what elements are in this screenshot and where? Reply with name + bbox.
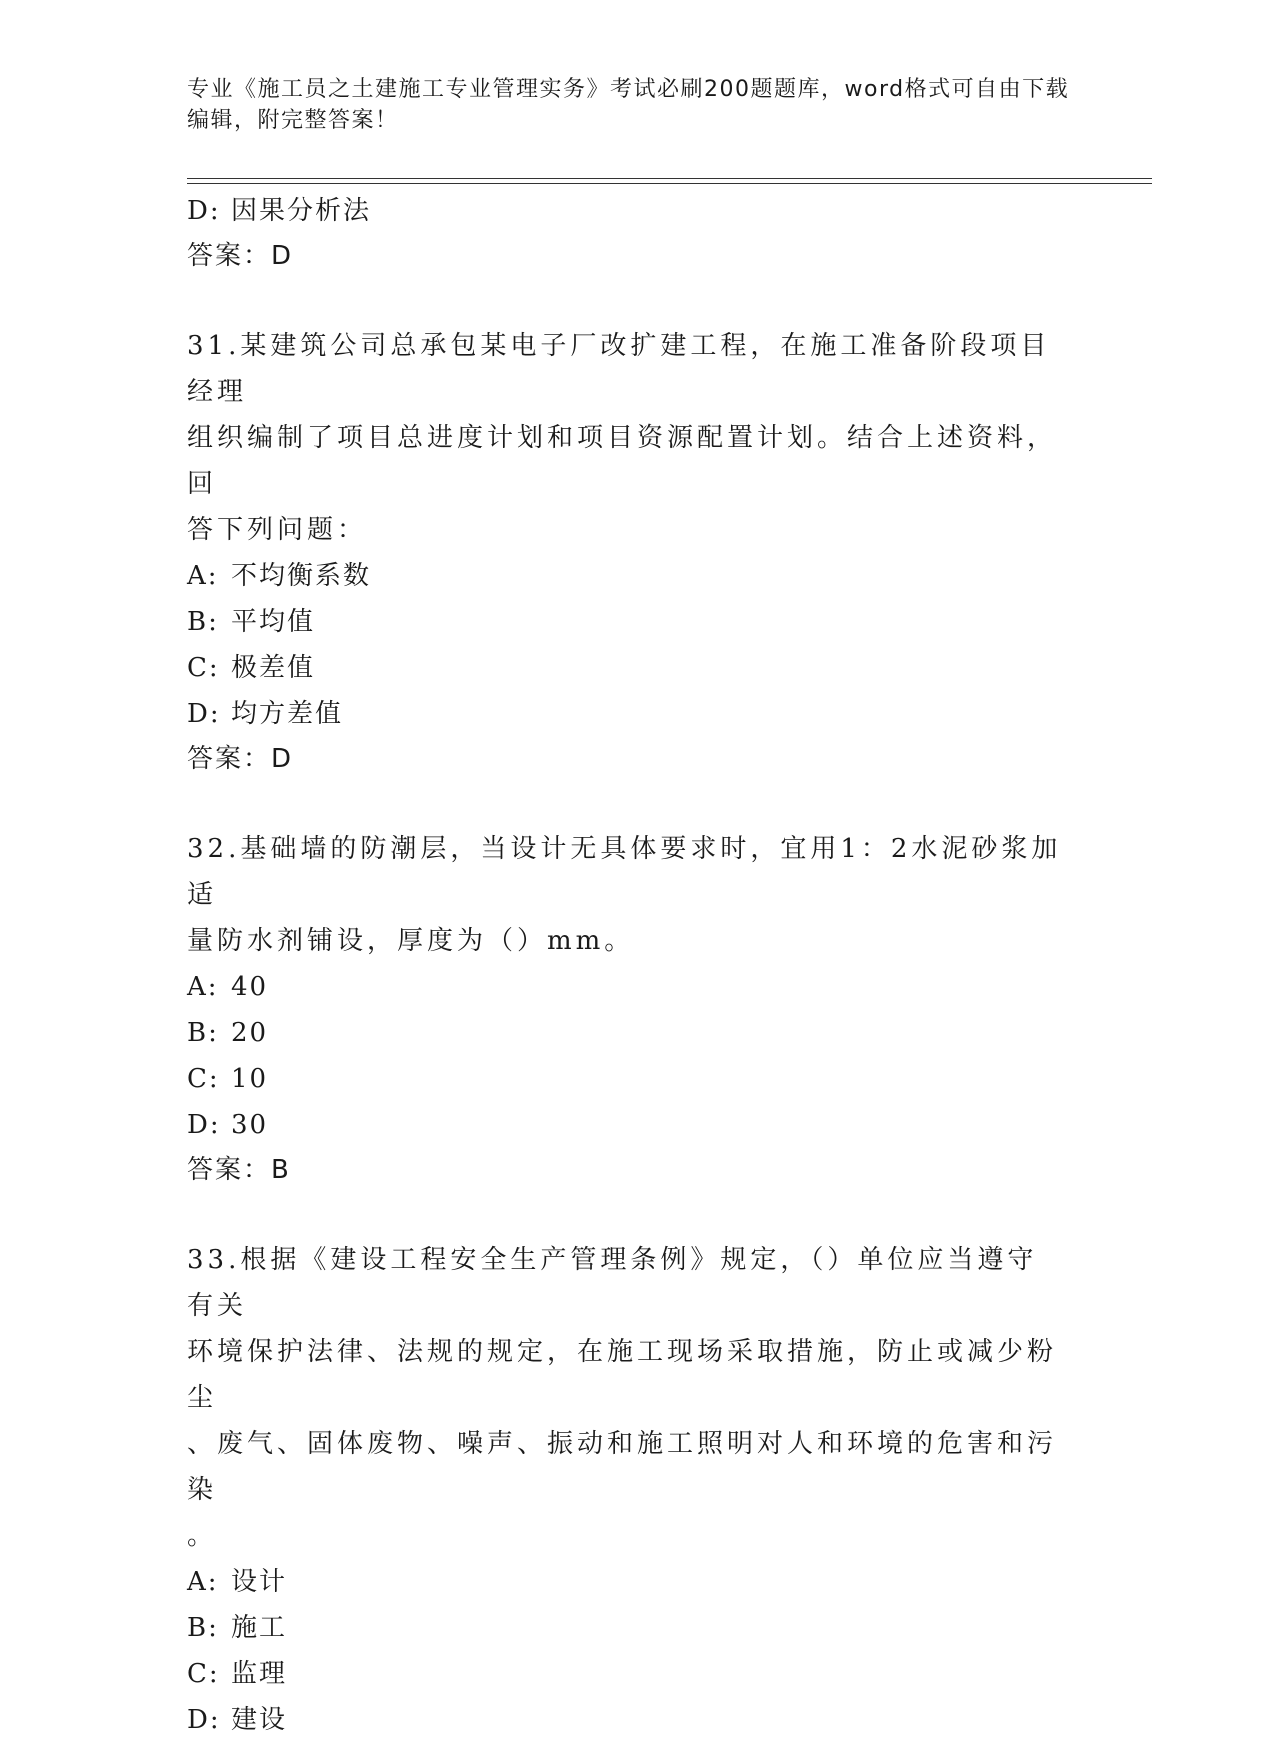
option-c	[187, 1056, 1087, 1102]
option-text: 因果分析法	[231, 196, 372, 226]
question-32	[187, 826, 1087, 1192]
option-b	[187, 1010, 1087, 1056]
option-text: 施工	[231, 1613, 288, 1643]
option-text: 平均值	[231, 607, 316, 637]
answer-line: 答案：D	[187, 744, 294, 774]
option-letter: C:	[187, 1659, 220, 1689]
document-header: 专业《施工员之土建施工专业管理实务》考试必刷200题题库，word格式可自由下载编辑，附完整答案！	[187, 77, 1070, 133]
option-letter: B:	[187, 1613, 219, 1643]
option-letter: A:	[187, 1567, 219, 1597]
option-d	[187, 1697, 1087, 1743]
question-list	[187, 188, 1087, 1743]
option-letter: C:	[187, 1064, 220, 1094]
question-stem-line: 31.某建筑公司总承包某电子厂改扩建工程，在施工准备阶段项目经理	[187, 331, 1051, 407]
question-stem-line: 、废气、固体废物、噪声、振动和施工照明对人和环境的危害和污染	[187, 1429, 1058, 1505]
option-text: 10	[231, 1064, 269, 1094]
option-text: 40	[231, 972, 269, 1002]
option-text: 监理	[231, 1659, 288, 1689]
option-letter: B:	[187, 1018, 219, 1048]
option-b	[187, 1605, 1087, 1651]
question-stem-line: 答下列问题：	[187, 515, 368, 545]
option-c	[187, 1651, 1087, 1697]
header-divider-top	[187, 178, 1152, 179]
option-text: 建设	[231, 1705, 288, 1735]
option-letter: D:	[187, 196, 221, 226]
question-stem-line: 。	[187, 1521, 218, 1551]
option-a	[187, 1559, 1087, 1605]
option-letter: D:	[187, 1110, 221, 1140]
option-letter: A:	[187, 972, 219, 1002]
option-text: 设计	[231, 1567, 288, 1597]
option-d	[187, 691, 1087, 737]
question-stem-line: 量防水剂铺设，厚度为（）mm。	[187, 926, 635, 956]
option-d	[187, 188, 1087, 234]
question-stem-line: 组织编制了项目总进度计划和项目资源配置计划。结合上述资料，回	[187, 423, 1058, 499]
question-31	[187, 323, 1087, 781]
option-a	[187, 553, 1087, 599]
option-letter: C:	[187, 653, 220, 683]
question-stem-line: 32.基础墙的防潮层，当设计无具体要求时，宜用1：2水泥砂浆加适	[187, 834, 1062, 910]
answer-line: 答案：B	[187, 1155, 291, 1185]
option-b	[187, 599, 1087, 645]
header-divider-bottom	[187, 183, 1152, 184]
answer-line: 答案：D	[187, 241, 294, 271]
option-c	[187, 645, 1087, 691]
question-33	[187, 1237, 1087, 1743]
option-letter: B:	[187, 607, 219, 637]
option-text: 20	[231, 1018, 269, 1048]
option-text: 不均衡系数	[231, 561, 372, 591]
option-text: 30	[231, 1110, 269, 1140]
option-text: 均方差值	[231, 699, 344, 729]
option-letter: D:	[187, 1705, 221, 1735]
option-text: 极差值	[231, 653, 316, 683]
option-letter: A:	[187, 561, 219, 591]
question-stem-line: 环境保护法律、法规的规定，在施工现场采取措施，防止或减少粉尘	[187, 1337, 1058, 1413]
question-stem-line: 33.根据《建设工程安全生产管理条例》规定，（）单位应当遵守有关	[187, 1245, 1038, 1321]
option-d	[187, 1102, 1087, 1148]
option-a	[187, 964, 1087, 1010]
option-letter: D:	[187, 699, 221, 729]
